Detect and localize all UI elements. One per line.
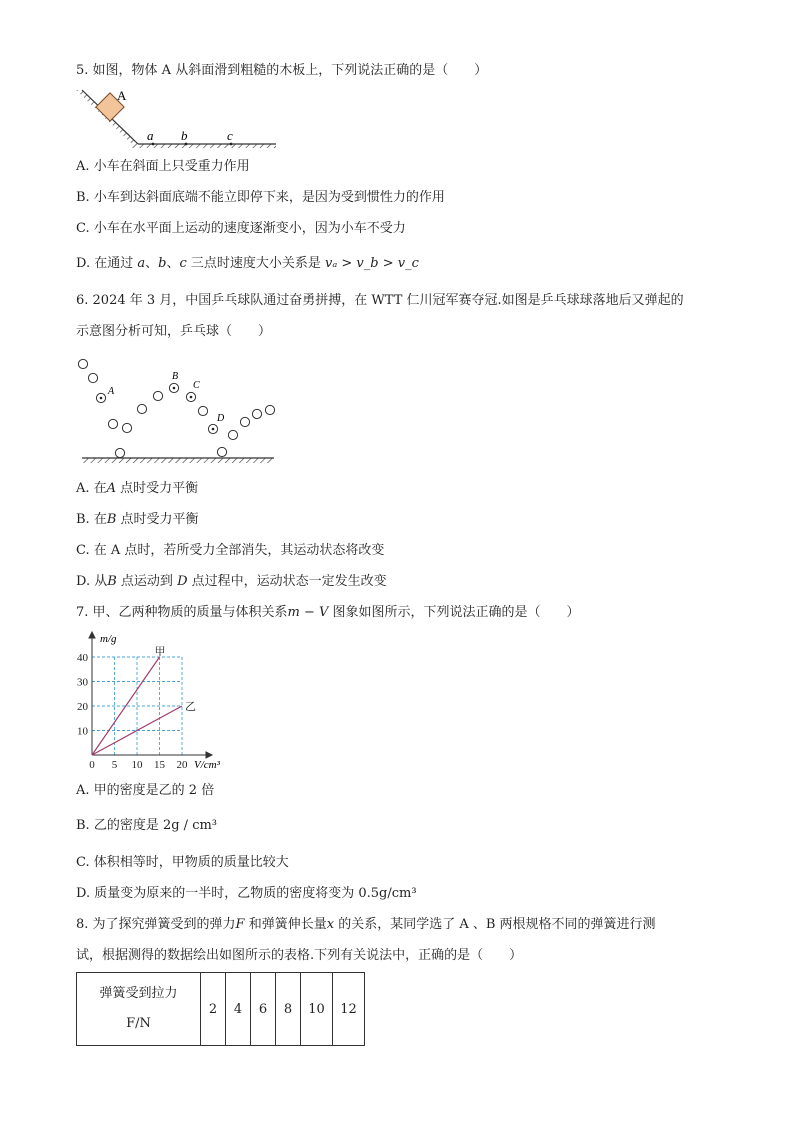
table-cell: 4 [226,973,251,1046]
q5-option-d-sep: 、 [166,256,180,271]
q8-stem-line2: 试，根据测得的数据绘出如图所示的表格.下列有关说法中，正确的是（ ） [76,948,523,963]
ball-position [240,417,249,426]
q7-mv-chart [70,628,230,776]
ball-position [122,423,131,432]
q7-stem [76,605,580,621]
q7-option-a[interactable]: A. 甲的密度是乙的 2 倍 [76,783,215,798]
q6-stem-line1: 6. 2024 年 3 月，中国乒乓球队通过奋勇拼搏，在 WTT 仁川冠军赛夺冠.如图是乒乓球球落地后又弹起的 [76,293,684,308]
y-tick-label: 30 [77,676,88,689]
ball-position [153,391,162,400]
q8-stem-var-x: x [326,917,335,932]
ball-position [108,419,117,428]
q7-option-d[interactable]: D. 质量变为原来的一半时，乙物质的密度将变为 0.5g/cm³ [76,886,417,901]
spring-force-table [76,972,365,1046]
ball-position [265,405,274,414]
y-tick-label: 20 [77,701,88,713]
x-axis-label: V/cm³ [194,759,220,771]
y-tick-label: 10 [77,725,88,738]
ball-position [78,359,87,368]
q5-option-d[interactable] [76,256,419,272]
table-header-cell [77,973,201,1046]
q6-option-b[interactable] [76,512,199,528]
q8-stem-text: 和弹簧伸长量 [244,917,327,932]
block-a-label: A [117,88,127,103]
q8-stem-text: 8. 为了探究弹簧受到的弹力 [76,917,236,932]
q7-stem-variable: m − V [287,605,329,620]
label-d: D [217,413,225,424]
table-header-unit: F/N [126,1016,151,1031]
x-tick-label: 0 [89,759,95,771]
q5-option-d-text: D. 在通过 [76,256,134,271]
x-tick-label: 20 [176,759,188,771]
q5-option-d-var-b: b [158,256,167,271]
label-b: B [172,371,179,382]
q8-stem-text: 的关系，某同学选了 A 、B 两根规格不同的弹簧进行测 [334,917,656,932]
q5-option-d-text: 三点时速度大小关系是 [186,256,326,271]
q6-stem-line2: 示意图分析可知，乒乓球（ ） [76,324,272,339]
series-label: 乙 [185,701,196,713]
y-axis-label: m/g [100,633,117,645]
ball-position [88,373,97,382]
q7-option-c[interactable]: C. 体积相等时，甲物质的质量比较大 [76,855,289,870]
q6-option-b-text: B. 在 [76,512,107,527]
q6-figure [74,352,284,467]
q7-option-b[interactable]: B. 乙的密度是 2g / cm³ [76,818,218,833]
ball-position [252,409,261,418]
q6-option-c[interactable]: C. 在 A 点时，若所受力全部消失，其运动状态将改变 [76,543,385,558]
ball-position [137,404,146,413]
q6-option-a-text: A. 在 [76,481,107,496]
q6-option-b-point: B [106,512,117,527]
table-cell: 2 [201,973,226,1046]
point-c [230,143,233,146]
q6-option-a-point: A [106,481,117,496]
q6-option-d-text: D. 从 [76,574,108,589]
point-b-label: b [181,128,188,143]
q6-option-a[interactable] [76,481,198,497]
q6-option-d-text: 点过程中，运动状态一定发生改变 [187,574,387,589]
table-cell: 6 [251,973,276,1046]
q5-stem: 5. 如图，物体 A 从斜面滑到粗糙的木板上，下列说法正确的是（ ） [76,63,488,78]
x-tick-label: 10 [131,759,143,771]
q6-option-d-point-b: B [107,574,117,589]
q7-stem-text: 图象如图所示，下列说法正确的是（ ） [328,605,580,620]
x-tick-label: 15 [154,759,165,771]
table-cell: 8 [276,973,301,1046]
q7-stem-text: 7. 甲、乙两种物质的质量与体积关系 [76,605,288,620]
point-c-label: c [227,128,233,143]
table-header-label: 弹簧受到拉力 [99,986,178,1001]
y-axis-arrow [89,632,95,638]
q8-stem-var-f: F [235,917,245,932]
x-axis-arrow [206,752,212,758]
table-cell: 12 [333,973,365,1046]
q5-option-d-var-c: c [179,256,187,271]
point-a-label: a [147,128,154,143]
x-tick-label: 5 [111,759,118,771]
q5-option-d-relation: vₐ > v_b > v_c [325,256,419,271]
q5-option-b[interactable]: B. 小车到达斜面底端不能立即停下来，是因为受到惯性力的作用 [76,190,445,205]
q8-stem-line1 [76,917,656,933]
q5-option-d-var-a: a [137,256,146,271]
q5-figure [74,86,284,148]
q5-option-a[interactable]: A. 小车在斜面上只受重力作用 [76,159,250,174]
ball-position [217,447,226,456]
ball-position [115,448,124,457]
table-cell: 10 [301,973,333,1046]
y-tick-label: 40 [77,652,88,664]
point-a [152,143,155,146]
floor-hatch [82,458,274,463]
q5-option-c[interactable]: C. 小车在水平面上运动的速度逐渐变小，因为小车不受力 [76,221,406,236]
label-a: A [108,386,115,397]
ball-position [198,406,207,415]
label-c: C [193,380,200,391]
q6-option-d-point-d: D [177,574,188,589]
series-label: 甲 [154,646,166,658]
q6-option-d-text: 点运动到 [116,574,178,589]
point-b [185,143,188,146]
table-row [77,973,365,1046]
q6-option-b-text: 点时受力平衡 [116,512,199,527]
ball-position [228,430,237,439]
q6-option-d[interactable] [76,574,387,590]
q5-option-d-sep: 、 [145,256,159,271]
q6-option-a-text: 点时受力平衡 [116,481,199,496]
